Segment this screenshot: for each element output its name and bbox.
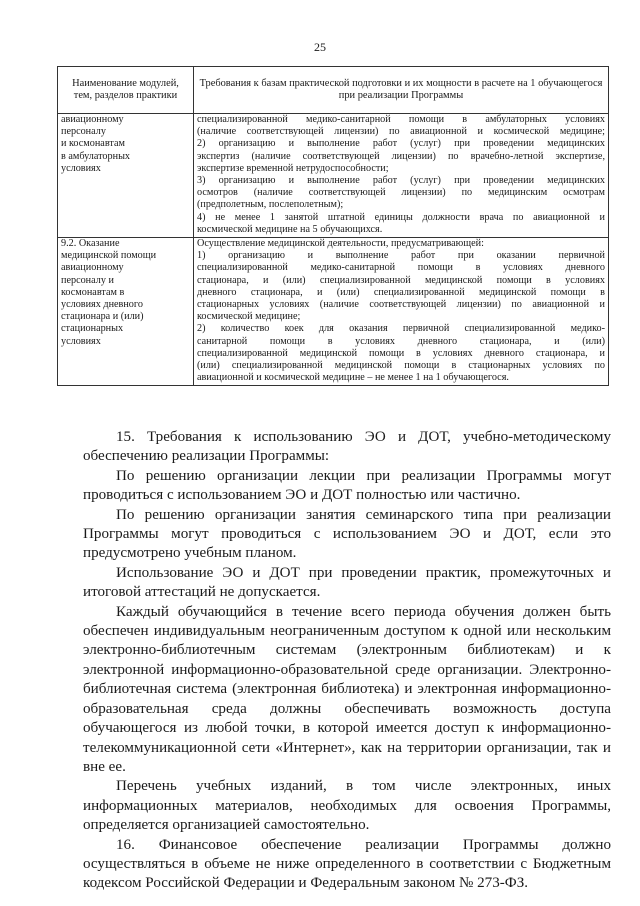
cell-line: космической медицине;: [197, 311, 301, 323]
paragraph: По решению организации лекции при реализации Программы могут проводиться с использованием ЭО и ДОТ полностью или частично.: [83, 467, 611, 504]
paragraph: Перечень учебных изданий, в том числе электронных, иных информационных материалов, необходимых для освоения Программы, определяется организацией самостоятельно.: [83, 778, 611, 834]
requirements-cell: [194, 114, 609, 238]
cell-line: условиях дневного: [61, 299, 143, 311]
cell-line: специализированной медицинской помощи в условиях дневного стационара, и: [197, 347, 605, 359]
header-requirements: Требования к базам практической подготовки и их мощности в расчете на 1 обучающегося при реализации Программы: [194, 67, 609, 114]
table-header-row: [58, 67, 609, 114]
table-row: [58, 114, 609, 238]
cell-line: стационара, и (или) специализированной медицинской помощи в условиях: [197, 274, 605, 286]
cell-line: 2) количество коек для оказания первичной специализированной медико-: [197, 323, 605, 335]
cell-line: санитарной помощи в условиях дневного стационара, и (или): [197, 335, 605, 347]
cell-line: экспертизе временной нетрудоспособности;: [197, 162, 389, 174]
section-15-heading: 15. Требования к использованию ЭО и ДОТ, учебно-методическому обеспечению реализации Программы:: [83, 429, 611, 465]
cell-line: стационарных условиях (наличие соответствующей лицензии) по авиационной и: [197, 299, 605, 311]
requirements-table: [57, 66, 609, 386]
cell-line: 4) не менее 1 занятой штатной единицы должности врача по авиационной и: [197, 211, 605, 223]
cell-line: дневного стационара, и (или) специализированной медицинской помощи в: [197, 286, 605, 298]
cell-line: осмотров (наличие соответствующей лицензии) по медицинским осмотрам: [197, 187, 605, 199]
cell-line: (предполетным, послеполетным);: [197, 199, 344, 211]
cell-line: экспертиз (наличие соответствующей лицензии) по врачебно-летной экспертизе,: [197, 150, 605, 162]
cell-line: 1) организацию и выполнение работ при оказании первичной: [197, 250, 605, 262]
cell-line: стационара и (или): [61, 311, 144, 323]
paragraph: Каждый обучающийся в течение всего периода обучения должен быть обеспечен индивидуальным неограниченным доступом к одной или нескольким электронно-библиотечным системам (электронным библиотекам) и к электронной информационно-образовательной среде организации. Электронно-библиотечная система (электронная библиотека) и электронная информационно-образовательная среда должны обеспечивать возможность доступа обучающегося из любой точки, в которой имеется доступ к информационно-телекоммуникационной сети «Интернет», как на территории организации, так и вне ее.: [83, 603, 611, 775]
cell-line: условиях: [61, 335, 101, 347]
cell-line: условиях: [61, 162, 101, 174]
paragraph: По решению организации занятия семинарского типа при реализации Программы могут проводиться с использованием ЭО и ДОТ, если это предусмотрено учебным планом.: [83, 506, 611, 562]
cell-line: Осуществление медицинской деятельности, предусматривающей:: [197, 238, 484, 250]
page-number: 25: [314, 40, 326, 54]
cell-line: авиационному: [61, 114, 124, 125]
module-name-cell: [58, 238, 194, 386]
requirements-cell: [194, 238, 609, 386]
body-text: [83, 428, 611, 894]
cell-line: 9.2. Оказание: [61, 238, 120, 250]
cell-line: авиационной и космической медицине – не менее 1 на 1 обучающегося.: [197, 372, 509, 384]
cell-line: специализированной медико-санитарной помощи в условиях дневного: [197, 262, 605, 274]
cell-line: авиационному: [61, 262, 124, 274]
section-16-paragraph: 16. Финансовое обеспечение реализации Программы должно осуществляться в объеме не ниже определенного в соответствии с Бюджетным кодексом Российской Федерации и Федеральным законом № 273-ФЗ.: [83, 836, 611, 892]
cell-line: в амбулаторных: [61, 150, 131, 162]
cell-line: (или) специализированной медицинской помощи в стационарных условиях по: [197, 360, 605, 372]
cell-line: космонавтам в: [61, 286, 125, 298]
cell-line: (наличие соответствующей лицензии) по авиационной и космической медицине;: [197, 126, 605, 138]
cell-line: персоналу и: [61, 274, 114, 286]
paragraph: Использование ЭО и ДОТ при проведении практик, промежуточных и итоговой аттестаций не допускается.: [83, 564, 611, 601]
table-row: [58, 238, 609, 386]
cell-line: 3) организацию и выполнение работ (услуг) при проведении медицинских: [197, 175, 605, 187]
cell-line: 2) организацию и выполнение работ (услуг) при проведении медицинских: [197, 138, 605, 150]
cell-line: медицинской помощи: [61, 250, 157, 262]
cell-line: космической медицине на 5 обучающихся.: [197, 223, 383, 235]
cell-line: стационарных: [61, 323, 124, 335]
module-name-cell: [58, 114, 194, 238]
cell-line: персоналу: [61, 126, 106, 138]
cell-line: специализированной медико-санитарной помощи в амбулаторных условиях: [197, 114, 605, 125]
cell-line: и космонавтам: [61, 138, 125, 150]
header-modules: Наименование модулей, тем, разделов практики: [58, 67, 194, 114]
